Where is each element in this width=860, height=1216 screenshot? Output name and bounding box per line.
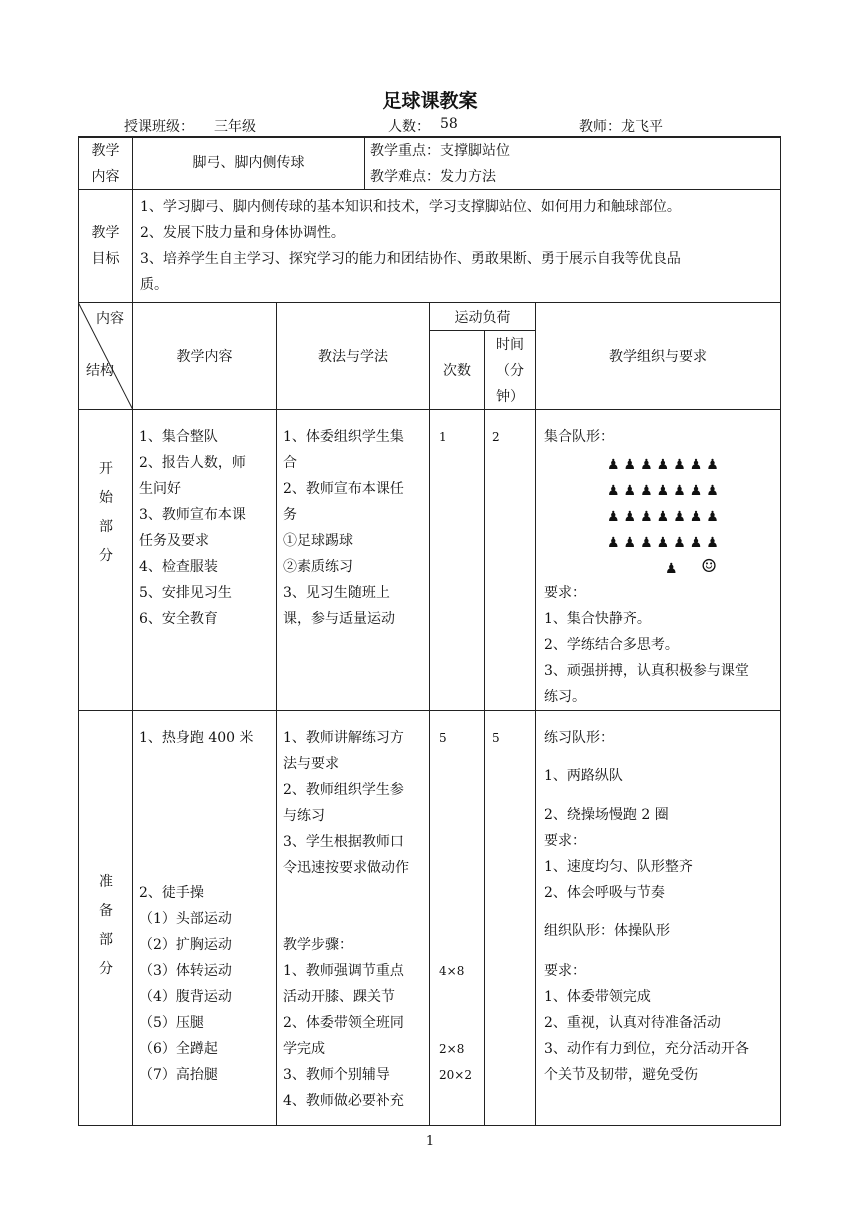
page-title: 足球课教案 (382, 90, 478, 112)
prep-times-b: 4×8 (439, 964, 465, 978)
prep-time-run: 5 (492, 731, 500, 745)
assembly-formation (607, 452, 723, 556)
start-content: 1、集合整队 2、报告人数，师 生问好 3、教师宣布本课 任务及要求 4、检查服装 5、安排见习生 6、安全教育 (139, 429, 246, 627)
prep-org-2: 1、两路纵队 (544, 768, 623, 784)
lesson-topic: 脚弓、脚内侧传球 (192, 155, 305, 171)
col-time-header: 时间 （分 钟） (496, 337, 524, 405)
teaching-goals-label: 教学 目标 (91, 225, 120, 267)
prep-content-exercises: 2、徒手操 （1）头部运动 （2）扩胸运动 （3）体转运动 （4）腹背运动 （5）压腿 （6）全蹲起 （7）高抬腿 (139, 885, 232, 1083)
col-times-header: 次数 (443, 363, 471, 379)
teaching-goals: 1、学习脚弓、脚内侧传球的基本知识和技术，学习支撑脚站位、如何用力和触球部位。 2、发展下肢力量和身体协调性。 3、培养学生自主学习、探究学习的能力和团结协作、勇敢果断、勇于展示自我等优良品 质。 (140, 199, 681, 293)
start-times: 1 (439, 430, 447, 444)
class-value: 三年级 (214, 119, 256, 135)
prep-times-run: 5 (439, 731, 447, 745)
count-label: 人数： (388, 119, 430, 135)
diag-content-label: 内容 (96, 311, 124, 327)
section-label-start: 开 始 部 分 (99, 461, 113, 564)
col-load-header: 运动负荷 (454, 310, 511, 326)
page-number: 1 (425, 1134, 435, 1149)
start-time: 2 (492, 430, 500, 444)
section-label-prep: 准 备 部 分 (99, 874, 113, 977)
class-label: 授课班级： (124, 119, 194, 135)
col-method-header: 教法与学法 (318, 349, 388, 365)
prep-org-3: 2、绕操场慢跑 2 圈 要求： 1、速度均匀、队形整齐 2、体会呼吸与节奏 (544, 807, 693, 901)
teacher-label: 教师：龙飞平 (579, 119, 663, 135)
formation-row: ♟♟♟♟♟♟♟ (607, 483, 723, 499)
teacher-smiley-icon: ☺ (701, 556, 718, 577)
teaching-difficulty: 教学难点：发力方法 (370, 169, 496, 185)
leader-student-icon: ♟ (665, 561, 682, 577)
prep-times-d: 20×2 (439, 1068, 472, 1082)
formation-row: ♟♟♟♟♟♟♟ (607, 509, 723, 525)
formation-row: ♟♟♟♟♟♟♟ (607, 535, 723, 551)
col-content-header: 教学内容 (176, 349, 233, 365)
formation-row: ♟♟♟♟♟♟♟ (607, 457, 723, 473)
diag-structure-label: 结构 (86, 363, 114, 379)
prep-org-1: 练习队形： (544, 730, 614, 746)
prep-method-a: 1、教师讲解练习方 法与要求 2、教师组织学生参 与练习 3、学生根据教师口 令迅速按要求做动作 (283, 730, 409, 876)
prep-times-c: 2×8 (439, 1042, 465, 1056)
prep-org-5: 要求： 1、体委带领完成 2、重视，认真对待准备活动 3、动作有力到位，充分活动开各 个关节及韧带，避免受伤 (544, 963, 749, 1083)
prep-org-4: 组织队形：体操队形 (544, 923, 670, 939)
prep-method-b: 教学步骤： 1、教师强调节重点 活动开膝、踝关节 2、体委带领全班同 学完成 3、教师个别辅导 4、教师做必要补充 (283, 937, 404, 1109)
start-method: 1、体委组织学生集 合 2、教师宣布本课任 务 ①足球踢球 ②素质练习 3、见习生随班上 课，参与适量运动 (283, 429, 404, 627)
start-requirements: 要求： 1、集合快静齐。 2、学练结合多思考。 3、顽强拼搏，认真积极参与课堂 练习。 (544, 585, 749, 705)
count-value: 58 (440, 116, 458, 132)
teaching-content-label: 教学 内容 (91, 143, 120, 185)
prep-content-run: 1、热身跑 400 米 (139, 730, 254, 746)
col-org-header: 教学组织与要求 (609, 349, 707, 365)
teaching-focus: 教学重点：支撑脚站位 (370, 143, 510, 159)
start-org-title: 集合队形： (544, 429, 614, 445)
